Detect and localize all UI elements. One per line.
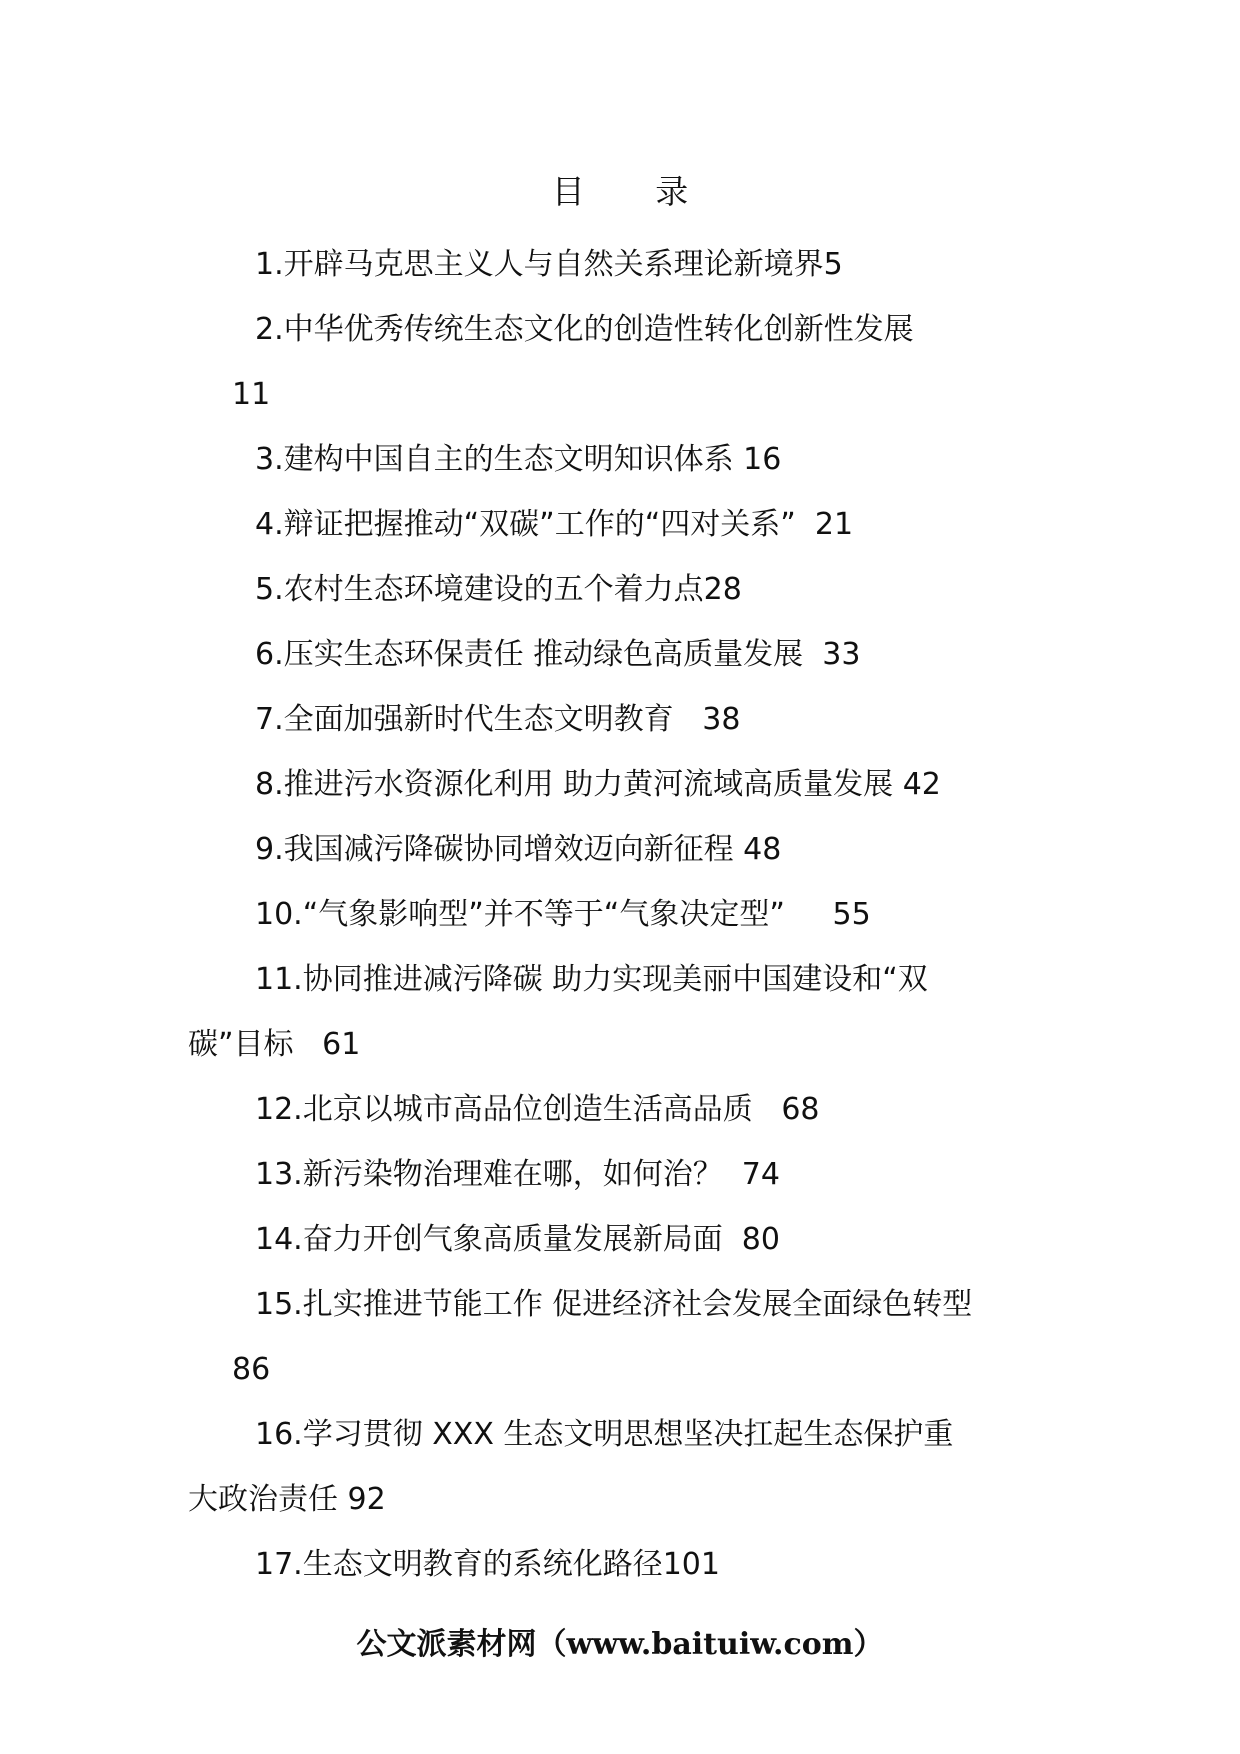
toc-entry xyxy=(188,687,1060,752)
toc-entry-text: 17.生态文明教育的系统化路径101 xyxy=(255,1547,720,1582)
toc-entry xyxy=(188,1532,1060,1597)
toc-entry xyxy=(188,1207,1060,1272)
toc-entry-text: 8.推进污水资源化利用 助力黄河流域高质量发展 42 xyxy=(255,767,941,802)
toc-entry-text: 5.农村生态环境建设的五个着力点28 xyxy=(255,572,742,607)
toc-entry-text: 13.新污染物治理难在哪，如何治？ 74 xyxy=(255,1157,780,1192)
toc-entry-text: 10.“气象影响型”并不等于“气象决定型” 55 xyxy=(255,897,871,932)
toc-entry xyxy=(188,752,1060,817)
toc-entry-text: 9.我国减污降碳协同增效迈向新征程 48 xyxy=(255,832,782,867)
table-of-contents xyxy=(188,232,1060,1597)
toc-entry xyxy=(188,557,1060,622)
toc-entry-text: 15.扎实推进节能工作 促进经济社会发展全面绿色转型 xyxy=(255,1287,973,1322)
toc-entry xyxy=(188,1077,1060,1142)
toc-entry xyxy=(188,232,1060,297)
page-title: 目 录 xyxy=(551,172,719,211)
toc-entry-text: 16.学习贯彻 XXX 生态文明思想坚决扛起生态保护重 xyxy=(255,1417,954,1452)
toc-entry-text: 6.压实生态环保责任 推动绿色高质量发展 33 xyxy=(255,637,861,672)
toc-entry-text: 11.协同推进减污降碳 助力实现美丽中国建设和“双 xyxy=(255,962,928,997)
toc-entry-continuation: 11 xyxy=(232,377,271,412)
toc-entry xyxy=(188,1142,1060,1207)
toc-entry xyxy=(188,817,1060,882)
toc-entry xyxy=(188,622,1060,687)
toc-entry xyxy=(188,882,1060,947)
toc-entry-continuation: 86 xyxy=(232,1352,271,1387)
toc-entry xyxy=(188,947,1060,1077)
toc-entry xyxy=(188,297,1060,427)
toc-entry xyxy=(188,1402,1060,1532)
toc-entry xyxy=(188,492,1060,557)
toc-entry-text: 7.全面加强新时代生态文明教育 38 xyxy=(255,702,741,737)
footer-watermark-text: 公文派素材网（www.baituiw.com） xyxy=(356,1627,884,1662)
toc-entry-continuation: 大政治责任 92 xyxy=(188,1482,386,1517)
toc-entry-text: 1.开辟马克思主义人与自然关系理论新境界5 xyxy=(255,247,843,282)
toc-entry-text: 12.北京以城市高品位创造生活高品质 68 xyxy=(255,1092,820,1127)
toc-entry-continuation: 碳”目标 61 xyxy=(188,1027,361,1062)
toc-entry-text: 3.建构中国自主的生态文明知识体系 16 xyxy=(255,442,782,477)
toc-entry xyxy=(188,1272,1060,1402)
toc-entry-text: 2.中华优秀传统生态文化的创造性转化创新性发展 xyxy=(255,312,914,347)
toc-entry-text: 4.辩证把握推动“双碳”工作的“四对关系” 21 xyxy=(255,507,854,542)
toc-entry xyxy=(188,427,1060,492)
toc-entry-text: 14.奋力开创气象高质量发展新局面 80 xyxy=(255,1222,780,1257)
